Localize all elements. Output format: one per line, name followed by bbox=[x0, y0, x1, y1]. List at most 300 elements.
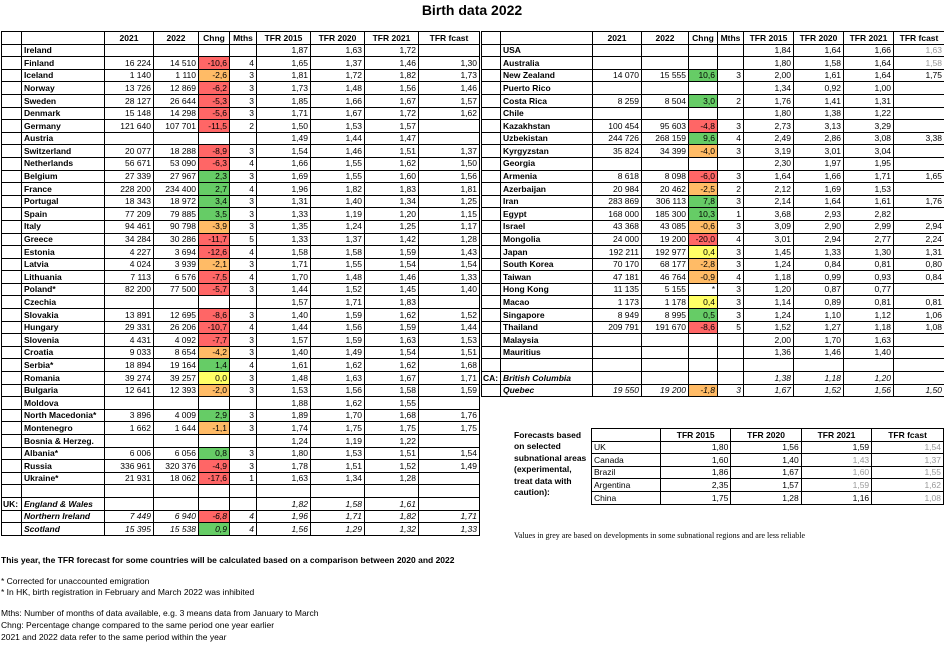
tfr-2015: 1,63 bbox=[257, 472, 311, 485]
tfr-2015: 1,86 bbox=[660, 466, 730, 479]
tfr-forecast bbox=[894, 283, 944, 296]
country-name: South Korea bbox=[501, 258, 593, 271]
tfr-2021: 1,63 bbox=[365, 334, 419, 347]
months-cell: 3 bbox=[230, 195, 257, 208]
tfr-2021: 1,25 bbox=[365, 220, 419, 233]
tfr-2021: 0,81 bbox=[844, 258, 894, 271]
tfr-2015: 1,84 bbox=[744, 44, 794, 57]
births-2021 bbox=[105, 485, 154, 498]
tfr-forecast bbox=[894, 183, 944, 196]
births-2021: 18 894 bbox=[105, 359, 154, 372]
region-prefix bbox=[482, 132, 501, 145]
births-2022: 43 085 bbox=[642, 220, 689, 233]
months-cell bbox=[718, 346, 744, 359]
tfr-forecast: 1,73 bbox=[419, 69, 480, 82]
tfr-2015: 1,80 bbox=[744, 57, 794, 70]
births-2021 bbox=[105, 397, 154, 410]
header-cell: 2022 bbox=[154, 32, 199, 45]
region-prefix bbox=[482, 384, 501, 397]
births-2022: 68 177 bbox=[642, 258, 689, 271]
tfr-2015: 1,61 bbox=[257, 359, 311, 372]
tfr-2015: 1,81 bbox=[257, 69, 311, 82]
tfr-2015: 1,71 bbox=[257, 258, 311, 271]
births-2021 bbox=[105, 132, 154, 145]
country-name: Bulgaria bbox=[22, 384, 105, 397]
change-cell: -1,1 bbox=[199, 422, 230, 435]
change-cell bbox=[689, 157, 718, 170]
header-cell bbox=[482, 32, 501, 45]
table-row bbox=[2, 183, 480, 196]
tfr-2015: 2,49 bbox=[744, 132, 794, 145]
tfr-forecast bbox=[894, 372, 944, 385]
country-name: Croatia bbox=[22, 346, 105, 359]
births-2022: 19 164 bbox=[154, 359, 199, 372]
country-name: Chile bbox=[501, 107, 593, 120]
change-cell: 1,4 bbox=[199, 359, 230, 372]
tfr-2020: 1,63 bbox=[311, 44, 365, 57]
region-prefix bbox=[482, 94, 501, 107]
births-2022: 39 257 bbox=[154, 372, 199, 385]
table-row bbox=[482, 44, 944, 57]
tfr-2021: 1,72 bbox=[365, 107, 419, 120]
change-cell: -6,3 bbox=[199, 157, 230, 170]
births-2021 bbox=[593, 372, 642, 385]
region-prefix bbox=[2, 145, 22, 158]
tfr-2020: 1,19 bbox=[311, 435, 365, 448]
tfr-2015: 1,24 bbox=[744, 309, 794, 322]
header-cell: 2022 bbox=[642, 32, 689, 45]
tfr-2020: 1,57 bbox=[731, 479, 801, 492]
table-row bbox=[482, 372, 944, 385]
births-2021: 13 891 bbox=[105, 309, 154, 322]
change-cell: 0,5 bbox=[689, 309, 718, 322]
tfr-2021: 1,56 bbox=[365, 82, 419, 95]
tfr-2020: 2,93 bbox=[794, 208, 844, 221]
tfr-forecast: 1,76 bbox=[419, 409, 480, 422]
tfr-forecast: 1,62 bbox=[872, 479, 944, 492]
months-cell bbox=[718, 372, 744, 385]
change-cell bbox=[689, 372, 718, 385]
change-cell bbox=[199, 132, 230, 145]
table-row bbox=[2, 422, 480, 435]
tfr-2021: 3,08 bbox=[844, 132, 894, 145]
region-prefix bbox=[2, 107, 22, 120]
change-cell: -2,1 bbox=[199, 258, 230, 271]
region-prefix bbox=[2, 132, 22, 145]
region-prefix bbox=[2, 447, 22, 460]
tfr-forecast: 1,17 bbox=[419, 220, 480, 233]
tfr-2015: 1,53 bbox=[257, 384, 311, 397]
region-prefix bbox=[2, 409, 22, 422]
births-2022 bbox=[642, 157, 689, 170]
tfr-2021: 1,68 bbox=[365, 409, 419, 422]
change-cell: -4,8 bbox=[689, 120, 718, 133]
change-cell bbox=[199, 497, 230, 510]
tfr-2020: 1,63 bbox=[311, 372, 365, 385]
months-cell: 3 bbox=[230, 384, 257, 397]
tfr-2021: 1,22 bbox=[365, 435, 419, 448]
table-row bbox=[2, 233, 480, 246]
tfr-forecast: 1,75 bbox=[894, 69, 944, 82]
change-cell: -1,8 bbox=[689, 384, 718, 397]
table-row bbox=[2, 170, 480, 183]
tfr-2015: 1,54 bbox=[257, 145, 311, 158]
months-cell: 3 bbox=[230, 372, 257, 385]
forecast-row bbox=[592, 466, 944, 479]
tfr-forecast: 1,15 bbox=[419, 208, 480, 221]
change-cell: 2,7 bbox=[199, 183, 230, 196]
country-name: Portugal bbox=[22, 195, 105, 208]
table-row bbox=[482, 220, 944, 233]
tfr-2015: 1,44 bbox=[257, 321, 311, 334]
region-prefix bbox=[2, 94, 22, 107]
tfr-forecast: 1,33 bbox=[419, 523, 480, 536]
months-cell bbox=[718, 57, 744, 70]
table-row bbox=[2, 397, 480, 410]
header-cell: TFR 2021 bbox=[801, 429, 871, 442]
births-2021 bbox=[593, 44, 642, 57]
tfr-forecast bbox=[894, 94, 944, 107]
births-2022 bbox=[642, 57, 689, 70]
tfr-2020: 1,53 bbox=[311, 120, 365, 133]
months-cell: 3 bbox=[230, 145, 257, 158]
births-2022: 1 110 bbox=[154, 69, 199, 82]
table-row bbox=[2, 94, 480, 107]
births-2022 bbox=[642, 334, 689, 347]
region-prefix bbox=[482, 321, 501, 334]
tfr-2021: 1,67 bbox=[365, 94, 419, 107]
births-2021: 15 148 bbox=[105, 107, 154, 120]
births-2022: 185 300 bbox=[642, 208, 689, 221]
births-2022: 77 500 bbox=[154, 283, 199, 296]
table-row bbox=[2, 271, 480, 284]
change-cell bbox=[199, 44, 230, 57]
tfr-2020: 0,84 bbox=[794, 258, 844, 271]
header-cell: Mths bbox=[230, 32, 257, 45]
change-cell: 0,0 bbox=[199, 372, 230, 385]
tfr-2020: 1,38 bbox=[794, 107, 844, 120]
country-name: Belgium bbox=[22, 170, 105, 183]
header-cell: 2021 bbox=[105, 32, 154, 45]
tfr-2021: 2,77 bbox=[844, 233, 894, 246]
table-row bbox=[482, 195, 944, 208]
region-prefix bbox=[2, 120, 22, 133]
births-2022: 46 764 bbox=[642, 271, 689, 284]
births-2021: 12 641 bbox=[105, 384, 154, 397]
tfr-2015: 1,80 bbox=[257, 447, 311, 460]
tfr-2021: 1,54 bbox=[365, 258, 419, 271]
forecast-row bbox=[592, 491, 944, 504]
tfr-2015: 1,38 bbox=[744, 372, 794, 385]
table-row bbox=[482, 384, 944, 397]
header-cell: TFR 2020 bbox=[731, 429, 801, 442]
tfr-forecast: 1,58 bbox=[894, 57, 944, 70]
change-cell bbox=[689, 359, 718, 372]
tfr-2021: 1,00 bbox=[844, 82, 894, 95]
tfr-2020: 1,41 bbox=[794, 94, 844, 107]
births-2021: 21 931 bbox=[105, 472, 154, 485]
change-cell: 9,6 bbox=[689, 132, 718, 145]
region-prefix bbox=[2, 510, 22, 523]
tfr-2015: 1,87 bbox=[257, 44, 311, 57]
change-cell: -12,6 bbox=[199, 246, 230, 259]
country-name: Puerto Rico bbox=[501, 82, 593, 95]
births-2022 bbox=[642, 44, 689, 57]
table-row bbox=[2, 246, 480, 259]
region-prefix bbox=[2, 82, 22, 95]
births-2021: 15 395 bbox=[105, 523, 154, 536]
tfr-2021: 1,67 bbox=[365, 372, 419, 385]
country-name: Hungary bbox=[22, 321, 105, 334]
country-name: Norway bbox=[22, 82, 105, 95]
change-cell: -4,9 bbox=[199, 460, 230, 473]
births-2021: 28 127 bbox=[105, 94, 154, 107]
tfr-2021: 1,95 bbox=[844, 157, 894, 170]
tfr-2021: 1,45 bbox=[365, 283, 419, 296]
table-row bbox=[482, 246, 944, 259]
region-prefix bbox=[2, 334, 22, 347]
country-name: British Columbia bbox=[501, 372, 593, 385]
region-prefix bbox=[482, 107, 501, 120]
tfr-2020: 1,27 bbox=[794, 321, 844, 334]
tfr-2020: 1,82 bbox=[311, 183, 365, 196]
header-cell: TFR 2021 bbox=[365, 32, 419, 45]
tfr-2021: 1,64 bbox=[844, 69, 894, 82]
tfr-2020: 3,13 bbox=[794, 120, 844, 133]
tfr-2021: 1,52 bbox=[365, 460, 419, 473]
region-prefix bbox=[482, 120, 501, 133]
births-2021: 4 024 bbox=[105, 258, 154, 271]
births-2022: 18 288 bbox=[154, 145, 199, 158]
region-prefix bbox=[482, 346, 501, 359]
country-name: Moldova bbox=[22, 397, 105, 410]
tfr-forecast: 2,94 bbox=[894, 220, 944, 233]
country-name: Iceland bbox=[22, 69, 105, 82]
region-prefix bbox=[2, 208, 22, 221]
births-2021 bbox=[105, 296, 154, 309]
region-prefix bbox=[482, 170, 501, 183]
region-prefix bbox=[482, 183, 501, 196]
table-row bbox=[2, 132, 480, 145]
tfr-2021: 1,60 bbox=[801, 466, 871, 479]
births-2022 bbox=[154, 397, 199, 410]
tfr-2021: 1,59 bbox=[365, 246, 419, 259]
births-2021 bbox=[593, 157, 642, 170]
births-2022 bbox=[642, 107, 689, 120]
births-2022: 6 576 bbox=[154, 271, 199, 284]
tfr-forecast bbox=[419, 44, 480, 57]
tfr-2015: 1,56 bbox=[257, 523, 311, 536]
region-prefix bbox=[2, 485, 22, 498]
tfr-2020: 1,48 bbox=[311, 271, 365, 284]
country-name: Finland bbox=[22, 57, 105, 70]
births-2022: 107 701 bbox=[154, 120, 199, 133]
months-cell: 4 bbox=[230, 321, 257, 334]
births-2022: 320 376 bbox=[154, 460, 199, 473]
months-cell: 3 bbox=[718, 258, 744, 271]
country-name: New Zealand bbox=[501, 69, 593, 82]
tfr-2020: 1,66 bbox=[794, 170, 844, 183]
country-name: Austria bbox=[22, 132, 105, 145]
tfr-2021: 1,47 bbox=[365, 132, 419, 145]
tfr-2020: 2,86 bbox=[794, 132, 844, 145]
tfr-forecast: 1,31 bbox=[894, 246, 944, 259]
tfr-forecast: 1,33 bbox=[419, 271, 480, 284]
births-2022 bbox=[154, 497, 199, 510]
country-name: Northern Ireland bbox=[22, 510, 105, 523]
table-row bbox=[2, 107, 480, 120]
tfr-2021: 1,61 bbox=[365, 497, 419, 510]
table-row bbox=[482, 145, 944, 158]
region-prefix bbox=[2, 321, 22, 334]
tfr-2021: 1,46 bbox=[365, 271, 419, 284]
country-name: Kazakhstan bbox=[501, 120, 593, 133]
tfr-2021: 1,56 bbox=[844, 384, 894, 397]
tfr-2015: 2,12 bbox=[744, 183, 794, 196]
country-name: Czechia bbox=[22, 296, 105, 309]
tfr-2015: 1,73 bbox=[257, 82, 311, 95]
change-cell: -11,7 bbox=[199, 233, 230, 246]
births-2022: 27 967 bbox=[154, 170, 199, 183]
tfr-2021: 1,60 bbox=[365, 170, 419, 183]
births-2022 bbox=[154, 44, 199, 57]
change-cell: 10,6 bbox=[689, 69, 718, 82]
months-cell bbox=[718, 157, 744, 170]
region-prefix bbox=[482, 359, 501, 372]
births-2021: 27 339 bbox=[105, 170, 154, 183]
table-row bbox=[2, 44, 480, 57]
tfr-2015: 2,00 bbox=[744, 334, 794, 347]
region-prefix bbox=[2, 183, 22, 196]
tfr-forecast bbox=[419, 120, 480, 133]
tfr-forecast bbox=[419, 472, 480, 485]
months-cell: 3 bbox=[230, 107, 257, 120]
table-row bbox=[482, 271, 944, 284]
table-row bbox=[2, 510, 480, 523]
region-prefix: UK: bbox=[2, 497, 22, 510]
months-cell: 4 bbox=[230, 157, 257, 170]
country-name: Armenia bbox=[501, 170, 593, 183]
births-2021 bbox=[593, 82, 642, 95]
births-2022: 30 286 bbox=[154, 233, 199, 246]
tfr-forecast: 1,75 bbox=[419, 422, 480, 435]
tfr-2021: 1,83 bbox=[365, 183, 419, 196]
table-row bbox=[482, 309, 944, 322]
region-prefix bbox=[482, 233, 501, 246]
table-row bbox=[2, 120, 480, 133]
tfr-2015: 2,30 bbox=[744, 157, 794, 170]
page-title: Birth data 2022 bbox=[421, 2, 523, 18]
country-name: North Macedonia* bbox=[22, 409, 105, 422]
births-2022: 8 098 bbox=[642, 170, 689, 183]
tfr-2015 bbox=[744, 359, 794, 372]
tfr-forecast bbox=[894, 334, 944, 347]
tfr-2020: 1,56 bbox=[311, 321, 365, 334]
change-cell: -2,0 bbox=[199, 384, 230, 397]
country-name: Canada bbox=[592, 454, 661, 467]
period-note: 2021 and 2022 data refer to the same period within the year bbox=[1, 631, 227, 642]
births-2022: 34 399 bbox=[642, 145, 689, 158]
tfr-2021: 1,53 bbox=[844, 183, 894, 196]
country-name: Argentina bbox=[592, 479, 661, 492]
country-name: Estonia bbox=[22, 246, 105, 259]
header-cell bbox=[22, 32, 105, 45]
months-cell: 3 bbox=[230, 258, 257, 271]
tfr-2021 bbox=[365, 485, 419, 498]
table-row bbox=[2, 258, 480, 271]
tfr-2020: 0,92 bbox=[794, 82, 844, 95]
births-2021 bbox=[105, 44, 154, 57]
change-cell: -5,3 bbox=[199, 94, 230, 107]
tfr-2015: 1,24 bbox=[257, 435, 311, 448]
change-cell: -11,5 bbox=[199, 120, 230, 133]
months-cell: 4 bbox=[718, 233, 744, 246]
tfr-2020: 1,37 bbox=[311, 233, 365, 246]
tfr-2020: 1,40 bbox=[731, 454, 801, 467]
tfr-2015: 1,35 bbox=[257, 220, 311, 233]
country-name: Ukraine* bbox=[22, 472, 105, 485]
births-2021: 4 227 bbox=[105, 246, 154, 259]
births-2021: 283 869 bbox=[593, 195, 642, 208]
region-prefix bbox=[2, 195, 22, 208]
tfr-2020: 1,28 bbox=[731, 491, 801, 504]
region-prefix bbox=[482, 283, 501, 296]
world-table bbox=[481, 31, 944, 397]
country-name: Uzbekistan bbox=[501, 132, 593, 145]
change-cell bbox=[689, 82, 718, 95]
tfr-2015: 1,31 bbox=[257, 195, 311, 208]
tfr-2020: 1,48 bbox=[311, 82, 365, 95]
tfr-forecast: 1,28 bbox=[419, 233, 480, 246]
change-cell: -2,8 bbox=[689, 258, 718, 271]
header-cell: TFR 2015 bbox=[660, 429, 730, 442]
births-2022 bbox=[642, 359, 689, 372]
tfr-2015: 1,78 bbox=[257, 460, 311, 473]
table-row bbox=[482, 107, 944, 120]
change-cell: -7,7 bbox=[199, 334, 230, 347]
births-2022: 20 462 bbox=[642, 183, 689, 196]
table-row bbox=[2, 523, 480, 536]
change-cell: 0,4 bbox=[689, 246, 718, 259]
tfr-2021: 1,66 bbox=[844, 44, 894, 57]
country-name: Australia bbox=[501, 57, 593, 70]
births-2022: 4 092 bbox=[154, 334, 199, 347]
table-row bbox=[482, 258, 944, 271]
tfr-2020: 1,61 bbox=[794, 69, 844, 82]
tfr-forecast bbox=[894, 346, 944, 359]
table-row bbox=[482, 359, 944, 372]
tfr-2021: 1,34 bbox=[365, 195, 419, 208]
births-2022: 268 159 bbox=[642, 132, 689, 145]
country-name: Egypt bbox=[501, 208, 593, 221]
months-cell: 3 bbox=[230, 334, 257, 347]
country-name: Hong Kong bbox=[501, 283, 593, 296]
tfr-forecast: 1,71 bbox=[419, 510, 480, 523]
births-2021: 82 200 bbox=[105, 283, 154, 296]
region-prefix bbox=[482, 334, 501, 347]
tfr-2015: 1,66 bbox=[257, 157, 311, 170]
change-cell: -8,6 bbox=[689, 321, 718, 334]
tfr-forecast: 3,38 bbox=[894, 132, 944, 145]
country-name: Albania* bbox=[22, 447, 105, 460]
months-cell bbox=[230, 485, 257, 498]
tfr-forecast: 1,08 bbox=[872, 491, 944, 504]
tfr-2020: 1,66 bbox=[311, 94, 365, 107]
country-name: Israel bbox=[501, 220, 593, 233]
tfr-2020: 1,70 bbox=[311, 409, 365, 422]
tfr-forecast: 1,54 bbox=[872, 441, 944, 454]
region-prefix bbox=[482, 69, 501, 82]
